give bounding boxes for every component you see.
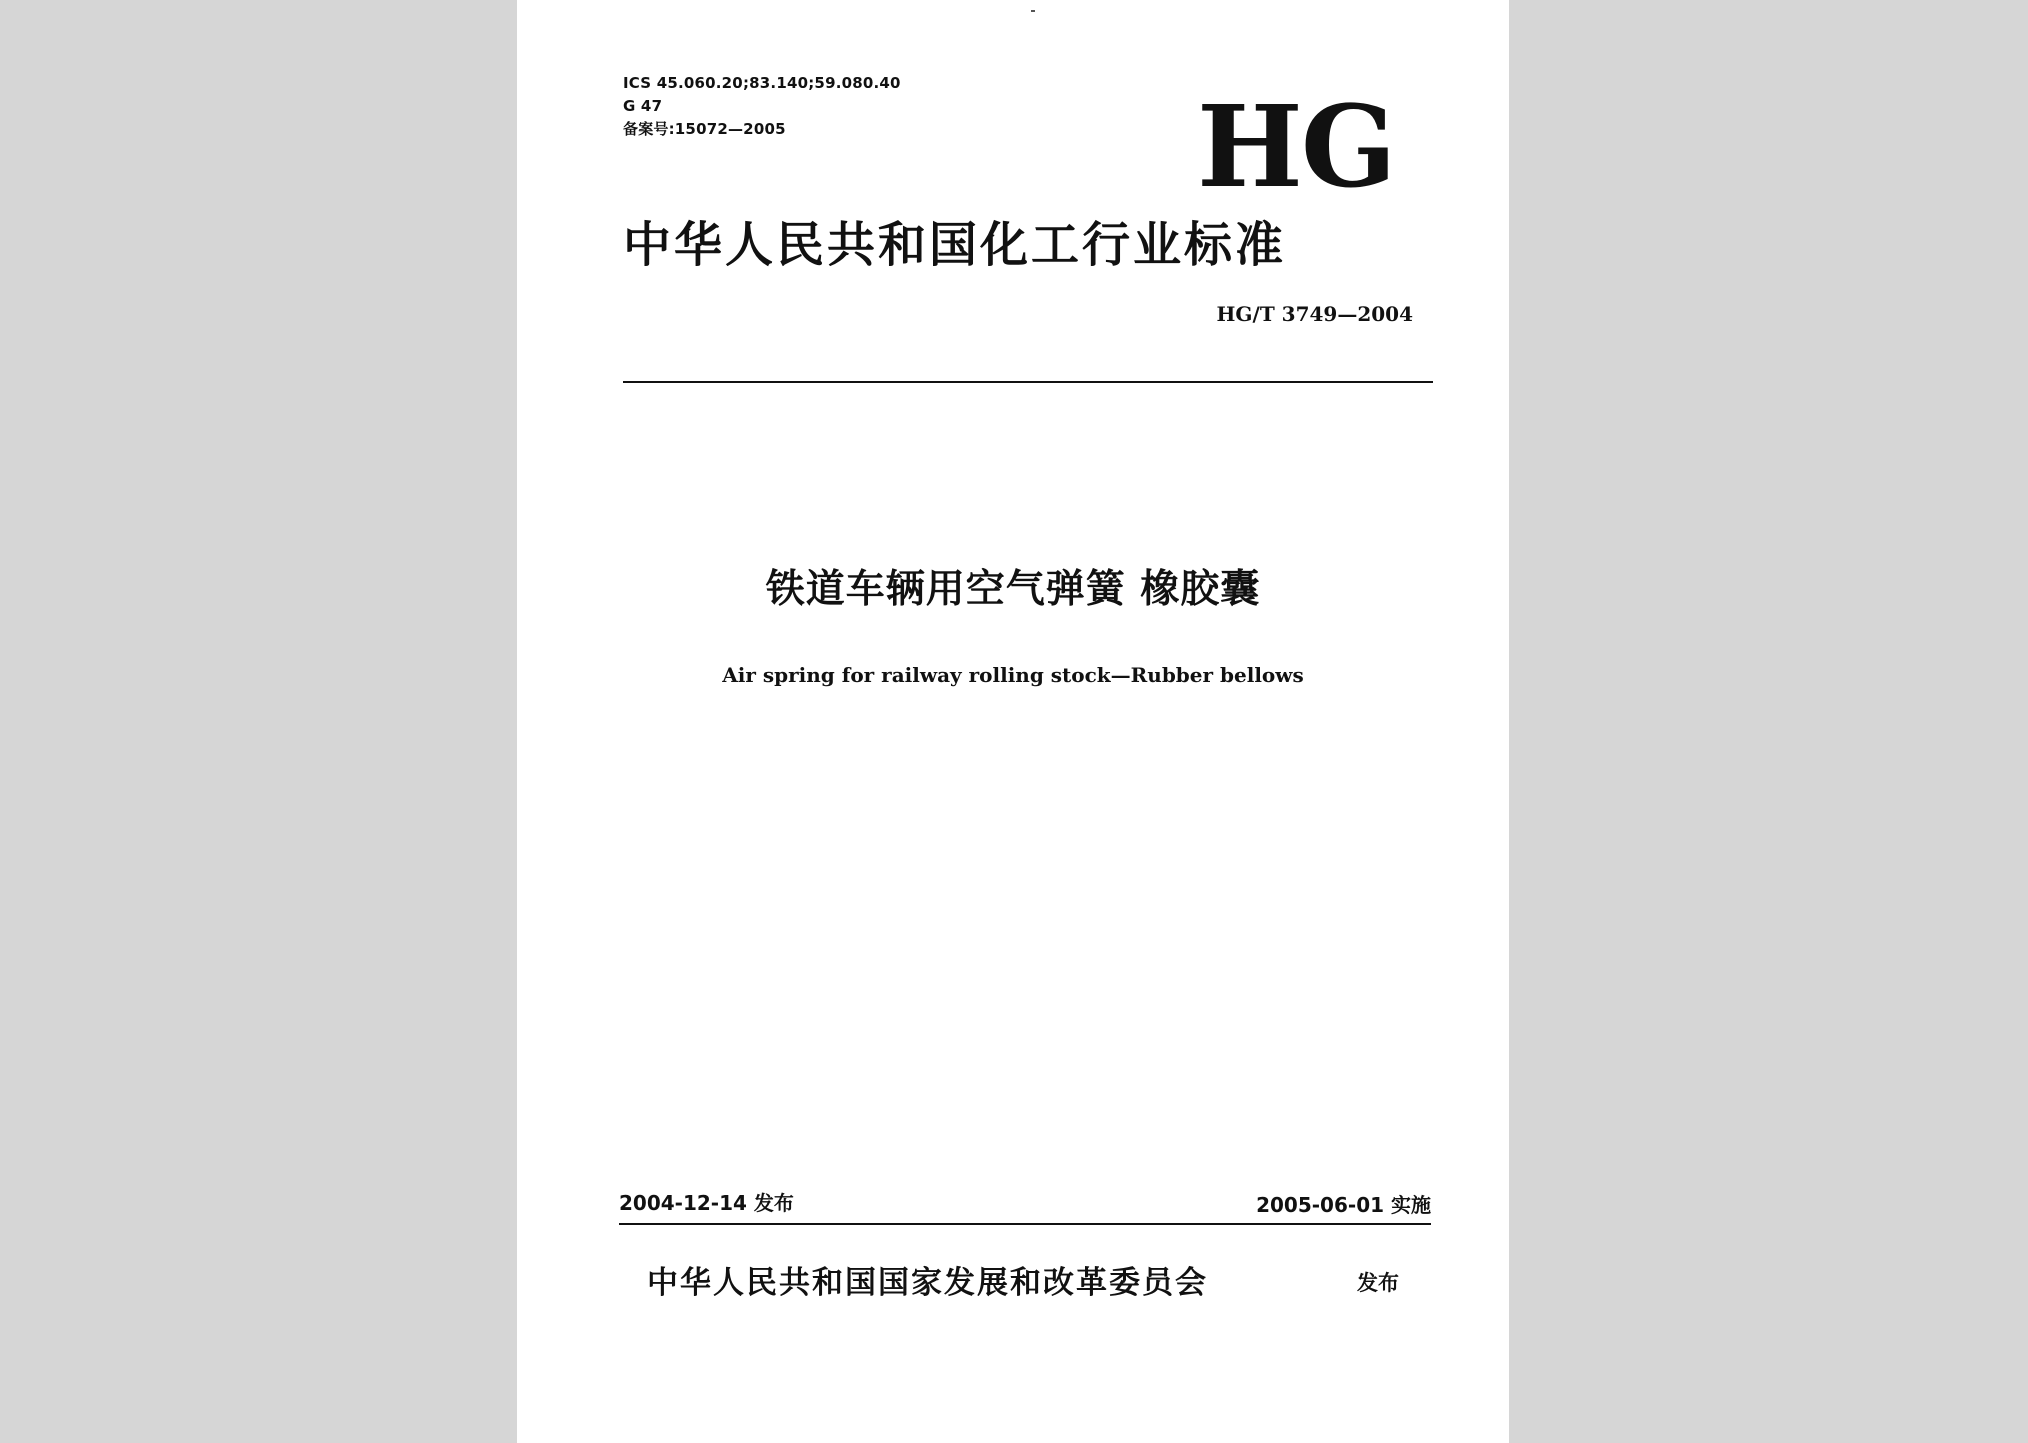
scan-speck	[1031, 10, 1035, 12]
issue-date: 2004-12-14 发布	[619, 1191, 794, 1215]
standard-number: HG/T 3749—2004	[1216, 302, 1413, 326]
hg-logo: HG	[1197, 82, 1395, 213]
document-title-cn: 铁道车辆用空气弹簧 橡胶囊	[765, 567, 1261, 612]
publisher-suffix: 发布	[1357, 1271, 1399, 1295]
record-number: 备案号:15072—2005	[623, 120, 786, 138]
ics-code: ICS 45.060.20;83.140;59.080.40	[623, 74, 901, 92]
ccs-code: G 47	[623, 97, 663, 115]
document-title-en: Air spring for railway rolling stock—Rubber bellows	[722, 663, 1304, 687]
header-divider	[623, 381, 1433, 383]
standard-issuer-title: 中华人民共和国化工行业标准	[623, 217, 1287, 273]
implementation-date: 2005-06-01 实施	[1256, 1193, 1431, 1217]
document-page	[517, 0, 1509, 1443]
publisher-name: 中华人民共和国国家发展和改革委员会	[647, 1265, 1208, 1301]
footer-divider	[619, 1223, 1431, 1225]
